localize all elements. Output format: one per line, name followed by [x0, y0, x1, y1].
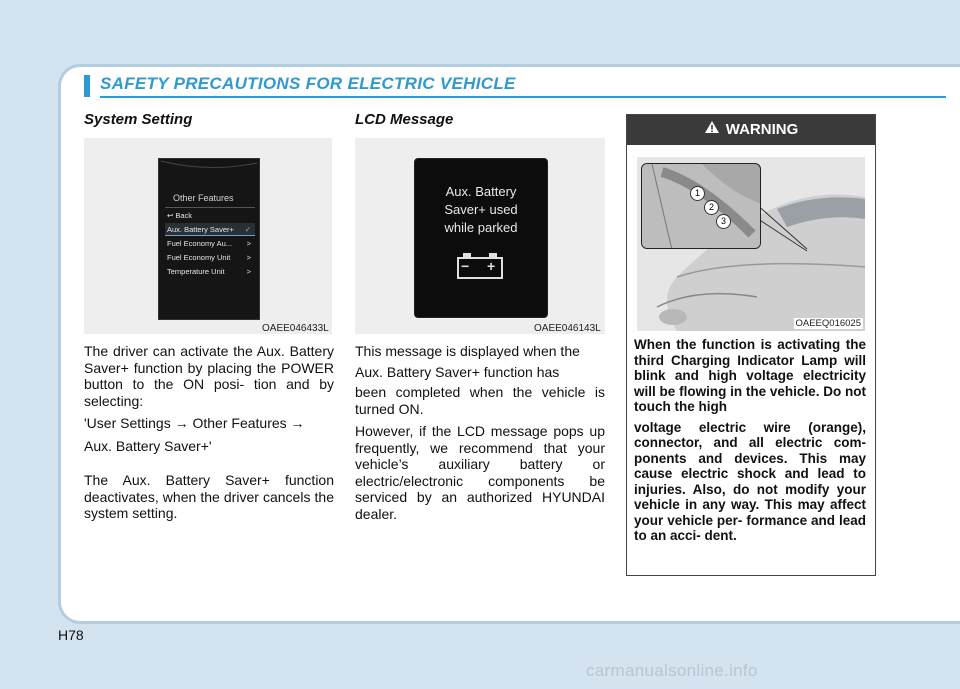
warning-label: WARNING: [725, 121, 799, 138]
paragraph: voltage electric wire (orange), connector, and all electric com- ponents and devices. This may cause electric shock and lead to injuries. Also, do not modify your vehicle in any way. This may affect your vehicle per- formance and lead to an acci- dent.: [634, 419, 866, 543]
battery-icon: [457, 253, 505, 281]
menu-item-label: Fuel Economy Unit: [167, 253, 231, 262]
paragraph: The driver can activate the Aux. Battery Saver+ function by placing the POWER button to the ON posi- tion and by selecting:: [84, 343, 334, 409]
paragraph: However, if the LCD message pops up frequently, we recommend that your vehicle’s auxiliary battery or electric/electronic components be serviced by an authorized HYUNDAI dealer.: [355, 423, 605, 522]
system-setting-text: [84, 343, 334, 528]
chevron-right-icon: >: [246, 253, 251, 262]
battery-plus: +: [487, 258, 496, 274]
cluster-display: [158, 158, 260, 320]
section-title: SAFETY PRECAUTIONS FOR ELECTRIC VEHICLE: [100, 74, 516, 93]
chevron-right-icon: >: [246, 239, 251, 248]
paragraph: Aux. Battery Saver+ function has: [355, 363, 560, 380]
warning-triangle-icon: [704, 115, 720, 145]
menu-item-label: Temperature Unit: [167, 267, 225, 276]
menu-item-fuel-economy-auto[interactable]: [165, 237, 255, 250]
lcd-message-text: [355, 343, 605, 528]
warning-text: [634, 337, 866, 549]
paragraph: been completed when the vehicle is turned ON.: [355, 384, 605, 417]
lcd-message: [415, 183, 547, 237]
car-illustration: [637, 157, 865, 331]
menu-item-label: Aux. Battery Saver+: [167, 225, 234, 234]
paragraph: 'User Settings → Other Features →: [84, 415, 305, 431]
paragraph: When the function is activating the third Charging Indicator Lamp will blink and high voltage electricity will be flowing in the vehicle. Do not touch the high: [634, 337, 866, 414]
menu-divider: [165, 207, 255, 208]
figure-code: OAEE046433L: [262, 323, 329, 334]
lcd-display: [414, 158, 548, 318]
menu-item-label: Fuel Economy Au...: [167, 239, 233, 248]
paragraph: This message is displayed when the: [355, 343, 580, 359]
figure-code: OAEE046143L: [534, 323, 601, 334]
page-number: H78: [58, 627, 84, 643]
system-setting-heading: System Setting: [84, 111, 193, 128]
callout-3: 3: [716, 214, 731, 229]
chevron-right-icon: >: [246, 267, 251, 276]
check-icon: ✓: [244, 225, 251, 234]
lcd-message-line: while parked: [444, 220, 518, 235]
menu-title: Other Features: [173, 193, 234, 203]
warning-header: [627, 115, 875, 145]
callout-2: 2: [704, 200, 719, 215]
inset-detail: [641, 163, 761, 249]
battery-minus: −: [461, 258, 470, 274]
menu-item-temperature-unit[interactable]: [165, 265, 255, 278]
display-frame-icon: [159, 159, 259, 189]
menu-item-aux-battery-saver[interactable]: [165, 223, 255, 236]
section-title-rule: [100, 96, 946, 98]
callout-1: 1: [690, 186, 705, 201]
menu-item-fuel-economy-unit[interactable]: [165, 251, 255, 264]
lcd-message-heading: LCD Message: [355, 111, 454, 128]
figure-code: OAEEQ016025: [795, 318, 861, 329]
menu-item-back[interactable]: ↩ Back: [167, 211, 193, 220]
paragraph: The Aux. Battery Saver+ function deactivates, when the driver cancels the system setting.: [84, 472, 334, 521]
lcd-message-line: Aux. Battery: [445, 184, 517, 199]
watermark: carmanualsonline.info: [586, 661, 758, 680]
paragraph: Aux. Battery Saver+': [84, 437, 212, 454]
section-title-marker: [84, 75, 90, 97]
lcd-message-line: Saver+ used: [444, 202, 518, 217]
